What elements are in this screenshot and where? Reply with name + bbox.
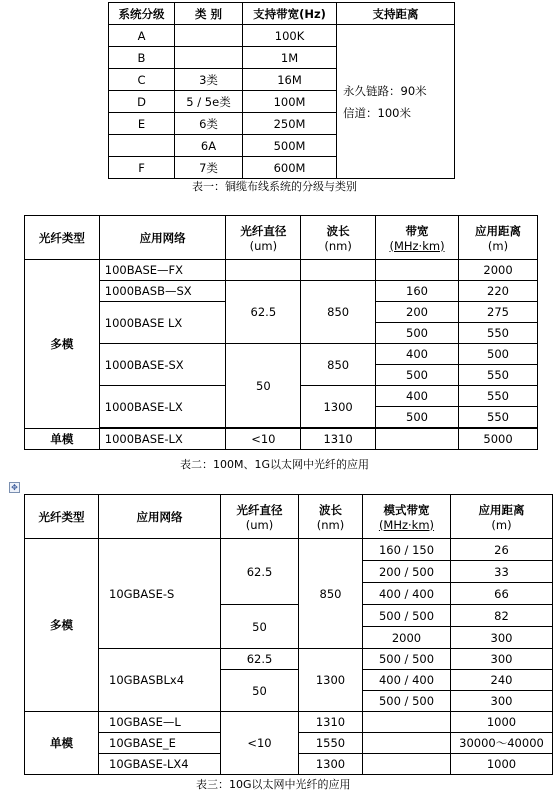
header-diameter: [226, 216, 301, 260]
distance-cell: 220: [459, 281, 538, 302]
wavelength-cell: 850: [301, 344, 376, 386]
distance-cell: 82: [451, 605, 553, 627]
bandwidth-cell: [375, 429, 458, 450]
header-diameter: [221, 495, 299, 539]
distance-cell: 26: [451, 539, 553, 561]
wavelength-cell: 1300: [301, 386, 376, 428]
wavelength-cell: 1310: [299, 712, 363, 733]
diameter-cell: 50: [221, 670, 299, 712]
bandwidth-cell: 16M: [243, 69, 337, 91]
distance-cell: 1000: [451, 754, 553, 775]
bandwidth-cell: 160: [375, 281, 458, 302]
network-cell: 10GBASE—L: [99, 712, 221, 733]
category-cell: 7类: [175, 157, 243, 179]
diameter-cell: 62.5: [226, 281, 301, 344]
permanent-link-distance: 永久链路：90米: [343, 83, 427, 98]
header-fiber-type: 光纤类型: [25, 216, 100, 260]
network-cell: 10GBASE_E: [99, 733, 221, 754]
table2-caption: 表二：100M、1G以太网中光纤的应用: [180, 458, 370, 471]
distance-cell: 5000: [459, 429, 538, 450]
bandwidth-cell: 500: [375, 365, 458, 386]
network-cell: 100BASE—FX: [99, 260, 226, 281]
bandwidth-cell: 100M: [243, 91, 337, 113]
bandwidth-cell: 100K: [243, 25, 337, 47]
header-distance: 支持距离: [337, 3, 455, 25]
network-cell: 10GBASBLx4: [99, 649, 221, 712]
bandwidth-cell: 500 / 500: [363, 605, 451, 627]
singlemode-label: 单模: [25, 429, 100, 450]
header-modal-bandwidth: [363, 495, 451, 539]
bandwidth-cell: 400 / 400: [363, 583, 451, 605]
header-distance: [451, 495, 553, 539]
grade-cell: F: [109, 157, 175, 179]
header-modal-bandwidth-unit: (MHz·km): [378, 517, 435, 532]
wavelength-cell: 1550: [299, 733, 363, 754]
header-distance-unit: (m): [491, 517, 512, 532]
distance-cell: 300: [451, 691, 553, 712]
bandwidth-cell: 2000: [363, 627, 451, 649]
distance-cell: 550: [459, 407, 538, 428]
distance-cell: 550: [459, 323, 538, 344]
bandwidth-cell: 200: [375, 302, 458, 323]
header-wavelength-label: 波长: [326, 223, 350, 238]
bandwidth-cell: 400: [375, 344, 458, 365]
multimode-label: 多模: [25, 260, 100, 429]
network-cell: 10GBASE-S: [99, 539, 221, 649]
network-cell: 1000BASE-LX: [99, 429, 226, 450]
header-wavelength-label: 波长: [319, 502, 342, 517]
category-cell: 6A: [175, 135, 243, 157]
distance-cell: 550: [459, 365, 538, 386]
bandwidth-cell: 500 / 500: [363, 691, 451, 712]
copper-cabling-table: [108, 2, 455, 179]
distance-cell: 300: [451, 649, 553, 670]
distance-cell: 275: [459, 302, 538, 323]
wavelength-cell: 850: [299, 539, 363, 649]
header-diameter-unit: (um): [249, 238, 278, 253]
bandwidth-cell: [363, 712, 451, 733]
fiber-1g-table: [24, 215, 538, 450]
bandwidth-cell: [375, 260, 458, 281]
distance-cell: 2000: [459, 260, 538, 281]
bandwidth-cell: 1M: [243, 47, 337, 69]
multimode-label: 多模: [25, 539, 99, 712]
bandwidth-cell: 500: [375, 323, 458, 344]
grade-cell: B: [109, 47, 175, 69]
wavelength-cell: 1300: [299, 754, 363, 775]
bandwidth-cell: 500: [375, 407, 458, 428]
bandwidth-cell: 250M: [243, 113, 337, 135]
distance-cell: 500: [459, 344, 538, 365]
diameter-cell: 50: [221, 605, 299, 649]
header-category: 类 别: [175, 3, 243, 25]
distance-cell: 33: [451, 561, 553, 583]
diameter-cell: [226, 260, 301, 281]
header-bandwidth: [375, 216, 458, 260]
diameter-cell: <10: [226, 429, 301, 450]
wavelength-cell: [301, 260, 376, 281]
diameter-cell: 50: [226, 344, 301, 428]
header-distance-label: 应用距离: [475, 223, 522, 238]
bandwidth-cell: 400 / 400: [363, 670, 451, 691]
header-diameter-label: 光纤直径: [236, 502, 283, 517]
header-wavelength: [299, 495, 363, 539]
distance-cell: 66: [451, 583, 553, 605]
network-cell: 1000BASE LX: [99, 302, 226, 344]
singlemode-label: 单模: [25, 712, 99, 775]
header-modal-bandwidth-label: 模式带宽: [383, 502, 430, 517]
distance-cell: 300: [451, 627, 553, 649]
diameter-cell: 62.5: [221, 539, 299, 605]
grade-cell: D: [109, 91, 175, 113]
move-handle-icon[interactable]: ✥: [9, 482, 20, 493]
wavelength-cell: 1300: [299, 649, 363, 712]
header-fiber-type: 光纤类型: [25, 495, 99, 539]
grade-cell: C: [109, 69, 175, 91]
category-cell: 3类: [175, 69, 243, 91]
bandwidth-cell: 160 / 150: [363, 539, 451, 561]
wavelength-cell: 1310: [301, 429, 376, 450]
distance-note-cell: [337, 25, 455, 179]
wavelength-cell: 850: [301, 281, 376, 344]
distance-cell: 550: [459, 386, 538, 407]
header-network: 应用网络: [99, 495, 221, 539]
grade-cell: [109, 135, 175, 157]
header-diameter-unit: (um): [245, 517, 274, 532]
bandwidth-cell: [363, 754, 451, 775]
bandwidth-cell: 400: [375, 386, 458, 407]
header-wavelength-unit: (nm): [316, 517, 345, 532]
grade-cell: A: [109, 25, 175, 47]
header-wavelength-unit: (nm): [324, 238, 352, 253]
header-distance-unit: (m): [487, 238, 509, 253]
bandwidth-cell: [363, 733, 451, 754]
bandwidth-cell: 200 / 500: [363, 561, 451, 583]
distance-cell: 1000: [451, 712, 553, 733]
fiber-10g-table: [24, 494, 553, 775]
header-diameter-label: 光纤直径: [240, 223, 287, 238]
distance-cell: 30000～40000: [451, 733, 553, 754]
header-wavelength: [301, 216, 376, 260]
network-cell: 10GBASE-LX4: [99, 754, 221, 775]
header-network: 应用网络: [99, 216, 226, 260]
category-cell: [175, 25, 243, 47]
category-cell: 6类: [175, 113, 243, 135]
category-cell: 5 / 5e类: [175, 91, 243, 113]
header-bandwidth-label: 带宽: [405, 223, 429, 238]
bandwidth-cell: 500M: [243, 135, 337, 157]
distance-cell: 240: [451, 670, 553, 691]
network-cell: 1000BASE-LX: [99, 386, 226, 428]
network-cell: 1000BASE-SX: [99, 344, 226, 386]
grade-cell: E: [109, 113, 175, 135]
channel-distance: 信道：100米: [343, 105, 411, 120]
header-system-grade: 系统分级: [109, 3, 175, 25]
bandwidth-cell: 500 / 500: [363, 649, 451, 670]
category-cell: [175, 47, 243, 69]
header-distance: [459, 216, 538, 260]
table1-caption: 表一：铜缆布线系统的分级与类别: [192, 180, 357, 193]
bandwidth-cell: 600M: [243, 157, 337, 179]
table3-caption: 表三：10G以太网中光纤的应用: [196, 778, 351, 791]
header-bandwidth: 支持带宽(Hz): [243, 3, 337, 25]
diameter-cell: <10: [221, 712, 299, 775]
network-cell: 1000BASB—SX: [99, 281, 226, 302]
header-distance-label: 应用距离: [478, 502, 525, 517]
diameter-cell: 62.5: [221, 649, 299, 670]
header-bandwidth-unit: (MHz·km): [389, 238, 445, 253]
